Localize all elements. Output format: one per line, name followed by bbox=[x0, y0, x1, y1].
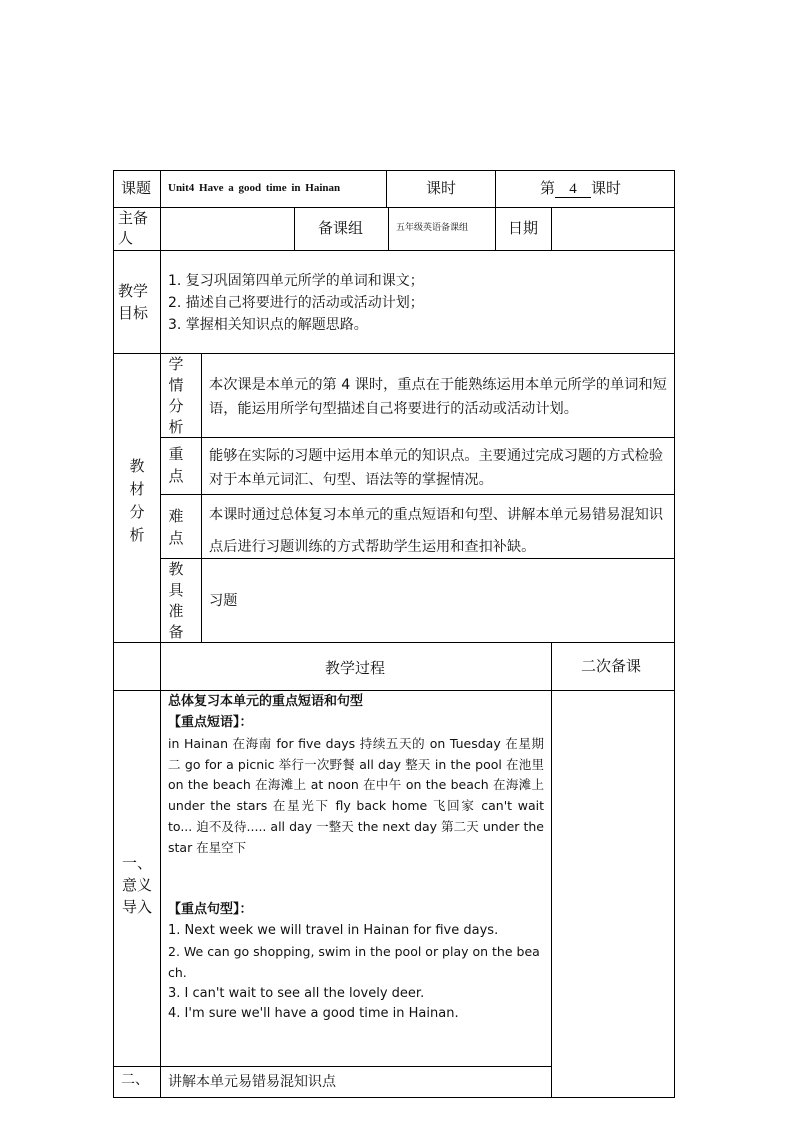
row-divider bbox=[160, 437, 675, 438]
sentences-heading: 【重点句型】： bbox=[168, 902, 253, 917]
second-prep-header: 二次备课 bbox=[581, 657, 642, 675]
sentence-item: 1. Next week we will travel in Hainan for five days. bbox=[168, 923, 499, 938]
goal-item: 3. 掌握相关知识点的解题思路。 bbox=[168, 317, 368, 333]
section1-title: 总体复习本单元的重点短语和句型 bbox=[168, 694, 364, 709]
row-divider bbox=[113, 250, 675, 251]
section1-label: 一、意义导入 bbox=[121, 854, 152, 916]
col-divider bbox=[495, 170, 496, 207]
row-divider bbox=[113, 1066, 552, 1067]
goals-label: 教学目标 bbox=[118, 282, 149, 322]
goal-item: 1. 复习巩固第四单元所学的单词和课文； bbox=[168, 273, 424, 289]
analysis-label: 教材分析 bbox=[129, 457, 145, 544]
sentence-item: 3. I can't wait to see all the lovely deer. bbox=[168, 986, 425, 1001]
analysis-row-text: 本课时通过总体复习本单元的重点短语和句型、讲解本单元易错易混知识点后进行习题训练的方式帮助学生运用和查扣补缺。 bbox=[209, 507, 664, 555]
period-suffix: 课时 bbox=[591, 179, 622, 197]
preparer-label: 主备人 bbox=[118, 209, 149, 247]
col-divider bbox=[551, 207, 552, 250]
table-border-left bbox=[113, 170, 114, 1097]
goal-item: 2. 描述自己将要进行的活动或活动计划； bbox=[168, 295, 424, 311]
col-divider bbox=[495, 207, 496, 250]
row-divider bbox=[160, 494, 675, 495]
analysis-row-label: 学情分析 bbox=[168, 355, 184, 436]
table-border-top bbox=[113, 170, 675, 171]
sentence-item: 2. We can go shopping, swim in the pool or play on the beach. bbox=[168, 944, 540, 980]
analysis-row-label: 教具准备 bbox=[168, 560, 184, 641]
period-number: 4 bbox=[555, 182, 591, 198]
col-divider bbox=[294, 207, 295, 250]
col-divider bbox=[388, 207, 389, 250]
section2-label: 二、 bbox=[121, 1072, 149, 1088]
period-value bbox=[540, 181, 621, 198]
sentence-item: 4. I'm sure we'll have a good time in Hainan. bbox=[168, 1006, 459, 1021]
topic-label: 课题 bbox=[121, 179, 152, 197]
col-divider bbox=[551, 642, 552, 1097]
col-divider bbox=[160, 170, 161, 1097]
analysis-row-text: 本次课是本单元的第 4 课时，重点在于能熟练运用本单元所学的单词和短语，能运用所学句型描述自己将要进行的活动或活动计划。 bbox=[209, 377, 667, 417]
topic-value: Unit4 Have a good time in Hainan bbox=[168, 182, 341, 194]
analysis-row-text: 能够在实际的习题中运用本单元的知识点。主要通过完成习题的方式检验对于本单元词汇、句型、语法等的掌握情况。 bbox=[209, 448, 664, 488]
table-border-right bbox=[674, 170, 675, 1097]
period-label: 课时 bbox=[426, 179, 457, 197]
row-divider bbox=[113, 353, 675, 354]
col-divider bbox=[386, 170, 387, 207]
table-border-bottom bbox=[113, 1097, 675, 1098]
row-divider bbox=[113, 690, 675, 691]
phrases-heading: 【重点短语】： bbox=[168, 715, 253, 730]
group-label: 备课组 bbox=[318, 219, 364, 237]
group-value: 五年级英语备课组 bbox=[396, 223, 469, 233]
row-divider bbox=[113, 642, 675, 643]
row-divider bbox=[113, 207, 675, 208]
analysis-row-label: 难点 bbox=[168, 507, 184, 547]
analysis-row-label: 重点 bbox=[168, 445, 184, 485]
phrases-text: in Hainan 在海南 for five days 持续五天的 on Tuesday 在星期二 go for a picnic 举行一次野餐 all day 整天 in the pool 在池里 on the beach 在海滩上 at noon 在中午 on the beach 在海滩上 under the stars 在星光下 fly back home 飞回家 can't wait to... 迫不及待..... all day 一整天 the next day 第二天 under the star 在星空下 bbox=[168, 736, 544, 855]
process-header: 教学过程 bbox=[325, 659, 386, 677]
col-divider bbox=[201, 353, 202, 642]
date-label: 日期 bbox=[508, 219, 539, 237]
section2-title: 讲解本单元易错易混知识点 bbox=[168, 1074, 336, 1090]
period-prefix: 第 bbox=[540, 179, 556, 197]
analysis-row-text: 习题 bbox=[209, 593, 238, 609]
